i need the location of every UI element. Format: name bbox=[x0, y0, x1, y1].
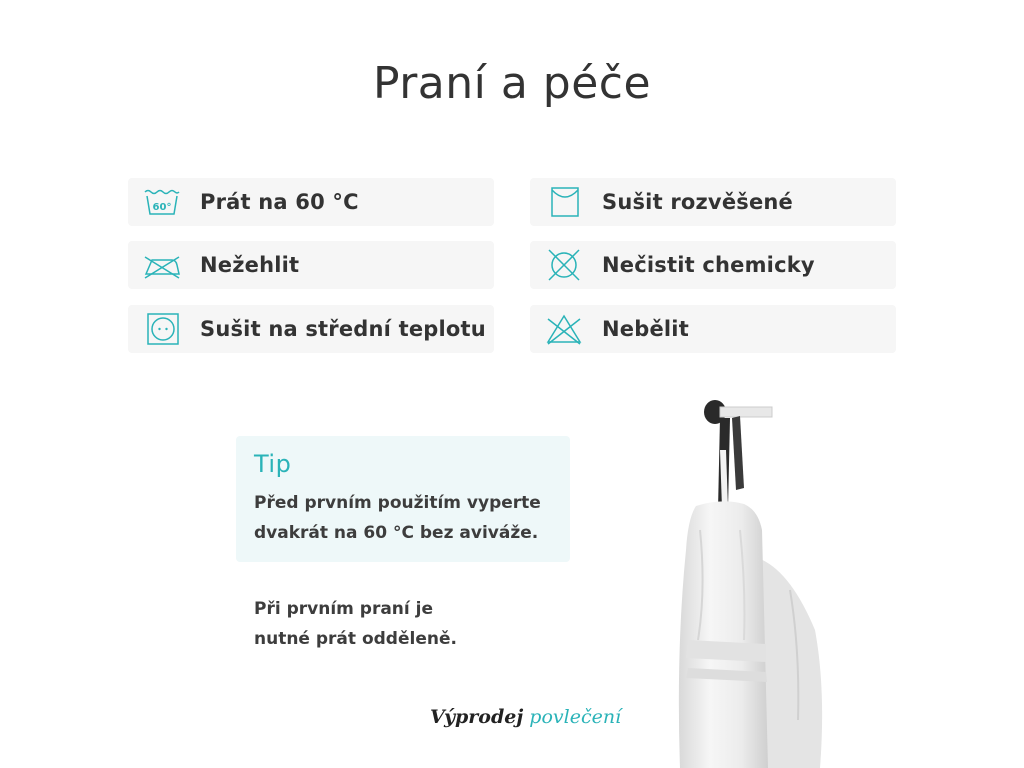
care-label-no-bleach: Nebělit bbox=[602, 317, 689, 341]
care-label-no-iron: Nežehlit bbox=[200, 253, 300, 277]
care-item-tumble-dry bbox=[128, 305, 494, 353]
brand-logo-part2: povlečení bbox=[529, 706, 622, 728]
care-item-no-iron bbox=[128, 241, 494, 289]
separate-wash-note: Při prvním praní je nutné prát odděleně. bbox=[254, 599, 457, 649]
care-label-hang-dry: Sušit rozvěšené bbox=[602, 190, 793, 214]
hang-dry-icon bbox=[544, 186, 584, 218]
wash-60-icon bbox=[142, 186, 182, 218]
do-not-iron-icon bbox=[142, 249, 182, 281]
do-not-dry-clean-icon bbox=[544, 249, 584, 281]
brand-logo-part1: Výprodej bbox=[430, 706, 524, 728]
tumble-dry-medium-icon bbox=[142, 313, 182, 345]
care-label-tumble-dry: Sušit na střední teplotu bbox=[200, 317, 486, 341]
tip-text: Před prvním použitím vyperte dvakrát na 60 °C bez aviváže. bbox=[254, 493, 541, 543]
wash-temp-label: 60° bbox=[152, 202, 172, 213]
care-label-wash: Prát na 60 °C bbox=[200, 190, 359, 214]
care-item-no-dry-clean bbox=[530, 241, 896, 289]
brand-logo bbox=[430, 706, 621, 728]
page-title: Praní a péče bbox=[372, 58, 652, 109]
tip-title: Tip bbox=[254, 450, 292, 478]
towel-on-hook-image bbox=[640, 390, 840, 768]
care-item-hang-dry bbox=[530, 178, 896, 226]
care-item-no-bleach bbox=[530, 305, 896, 353]
do-not-bleach-icon bbox=[544, 313, 584, 345]
care-label-no-dry-clean: Nečistit chemicky bbox=[602, 253, 815, 277]
care-item-wash-60 bbox=[128, 178, 494, 226]
tip-box bbox=[236, 436, 570, 562]
